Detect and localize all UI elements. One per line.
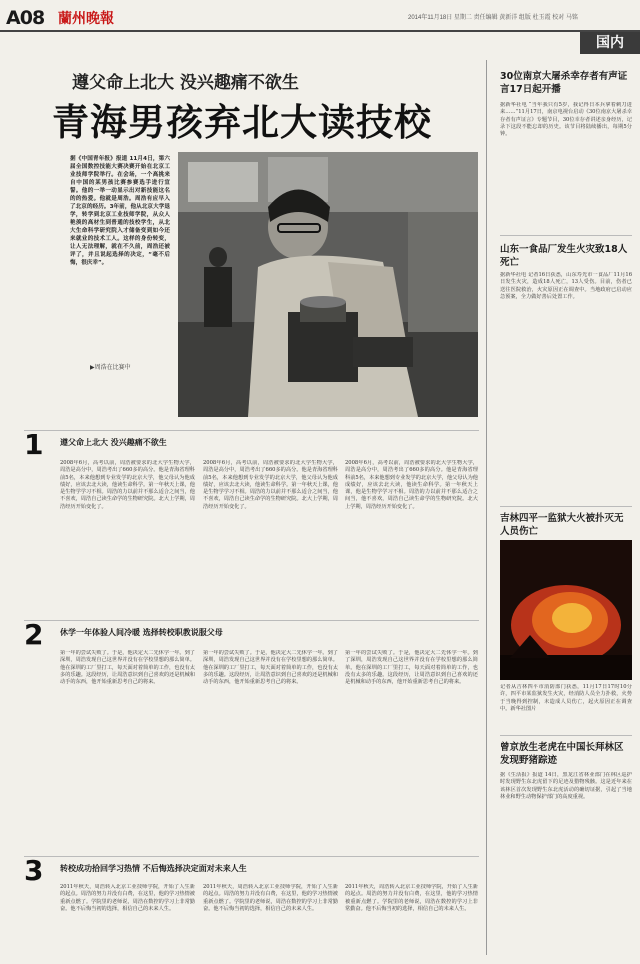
sidebar-story-2-body: 据新华社电 记者16日获悉，山东寿光市一食品厂11月16日发生火灾，造成18人死亡，13人受伤。目前，伤者已送往医院救治，火灾原因正在调查中。当地政府已启动应急预案，全力做好善后处置工作。	[500, 272, 632, 300]
sidebar-divider	[500, 735, 632, 736]
section-2-col-3: 第一年的尝试失败了。于是，他决定大二先休学一年。到了深圳，周浩发现自己这世界并没有在学校里想的那么简单。他在深圳的工厂里打工，每天面对着简单的工作，也没有太多的乐趣。这段经历，让周浩意识到自己喜欢的还是机械和动手的东西，他开始重新思考自己的将来。	[345, 650, 478, 686]
page-number: A08	[6, 7, 45, 29]
header-rule	[0, 30, 640, 32]
sidebar-divider	[500, 506, 632, 507]
sidebar-story-3-title: 吉林四平一监狱大火被扑灭无人员伤亡	[500, 513, 624, 537]
section-1-number: 1	[24, 428, 44, 461]
section-divider	[24, 620, 479, 621]
sidebar	[492, 60, 634, 955]
section-divider	[24, 856, 479, 857]
headline: 青海男孩弃北大读技校	[52, 101, 432, 144]
sidebar-story-4-title: 曾京放生老虎在中国长拜林区发现野猪踪迹	[500, 742, 624, 766]
section-2-number: 2	[24, 618, 44, 651]
section-2-col-2: 第一年的尝试失败了。于是，他决定大二先休学一年。到了深圳，周浩发现自己这世界并没有在学校里想的那么简单。他在深圳的工厂里打工，每天面对着简单的工作，也没有太多的乐趣。这段经历，让周浩意识到自己喜欢的还是机械和动手的东西，他开始重新思考自己的将来。	[203, 650, 338, 686]
paper-name: 蘭州晚報	[58, 11, 114, 27]
section-divider	[24, 430, 479, 431]
section-tab: 国内	[580, 32, 640, 54]
section-1-title: 遵父命上北大 没兴趣痛不欲生	[60, 438, 167, 447]
section-3-col-1: 2011年秋天，周浩转入北京工业技师学院，开始了人生新的起点。周浩的努力并没有白费，在这里，他的学习热情被重新点燃了。学院里的老师说，周浩在数控的学习上非常勤奋。他不后悔当初的选择，相信自己的未来人生。	[60, 884, 195, 912]
sidebar-story-4-body: 据《生活报》报道 14日，黑龙江省林业部门在林区巡护时发现野生东北虎留下的足迹及猎物残骸。这是近年来在该林区首次发现野生东北虎活动的确切证据，引起了当地林业和野生动物保护部门的高度重视。	[500, 772, 632, 800]
sidebar-story-1-body: 据新华社电 “当年我只有5岁，我记得日本兵拿着刺刀进来……”11月17日，南京电视台启动《30位南京大屠杀幸存者有声证言》专题节目，30位幸存者讲述亲身经历，记录下这段不能忘却的历史。该节目将陆续播出，每期5分钟。	[500, 102, 632, 138]
section-2-col-1: 第一年的尝试失败了。于是，他决定大二先休学一年。到了深圳，周浩发现自己这世界并没有在学校里想的那么简单。他在深圳的工厂里打工，每天面对着简单的工作，也没有太多的乐趣。这段经历，让周浩意识到自己喜欢的还是机械和动手的东西，他开始重新思考自己的将来。	[60, 650, 195, 686]
section-1-col-3: 2008年6月，高考以前，周浩被要求的北大学生物大学，周浩是高分中，周浩考出了660多的高分。他是青海省理科前5名，本来他想到专业发学的北京大学，他父母认为他成绩好，应该去北大读，他读生命科学。第一年秋天上课，他是生物学学习不相。周浩的力以前并不那么适合之间当，他不喜欢，周浩自己读生命学的生物研究院。北大上学期，周浩经历开始变化了。	[345, 460, 478, 510]
section-3-col-2: 2011年秋天，周浩转入北京工业技师学院，开始了人生新的起点。周浩的努力并没有白费，在这里，他的学习热情被重新点燃了。学院里的老师说，周浩在数控的学习上非常勤奋。他不后悔当初的选择，相信自己的未来人生。	[203, 884, 338, 912]
worker-photo-illustration	[178, 152, 478, 417]
section-3-title: 转校成功拾回学习热情 不后悔选择决定面对未来人生	[60, 864, 247, 873]
section-3-number: 3	[24, 854, 44, 887]
sidebar-story-3-body: 记者从吉林四平市消防部门获悉，11月17日17时10分许，四平市某监狱发生火灾，经消防人员全力扑救，火势于当晚得到控制，未造成人员伤亡，起火原因正在调查中。新华社图片	[500, 684, 632, 712]
section-1-col-2: 2008年6月，高考以前，周浩被要求的北大学生物大学，周浩是高分中，周浩考出了660多的高分。他是青海省理科前5名，本来他想到专业发学的北京大学，他父母认为他成绩好，应该去北大读，他读生命科学。第一年秋天上课，他是生物学学习不相。周浩的力以前并不那么适合之间当，他不喜欢，周浩自己读生命学的生物研究院。北大上学期，周浩经历开始变化了。	[203, 460, 338, 510]
section-1-col-1: 2008年6月，高考以前，周浩被要求的北大学生物大学，周浩是高分中，周浩考出了660多的高分。他是青海省理科前5名，本来他想到专业发学的北京大学，他父母认为他成绩好，应该去北大读，他读生命科学。第一年秋天上课，他是生物学学习不相。周浩的力以前并不那么适合之间当，他不喜欢，周浩自己读生命学的生物研究院。北大上学期，周浩经历开始变化了。	[60, 460, 195, 510]
sidebar-story-1-title: 30位南京大屠杀幸存者有声证言17日起开播	[500, 71, 628, 95]
kicker: 遵父命上北大 没兴趣痛不欲生	[72, 73, 299, 93]
section-3-col-3: 2011年秋天，周浩转入北京工业技师学院，开始了人生新的起点。周浩的努力并没有白费，在这里，他的学习热情被重新点燃了。学院里的老师说，周浩在数控的学习上非常勤奋。他不后悔当初的选择，相信自己的未来人生。	[345, 884, 478, 912]
sidebar-divider	[500, 235, 632, 236]
column-rule	[486, 60, 487, 955]
section-2-title: 休学一年体验人间冷暖 选择转校职教说服父母	[60, 628, 223, 637]
lede: 据《中国青年报》报道 11月4日，第六届全国数控技能大赛决赛开始在北京工业技师学院举行。在会场，一个高挑来自中国的某男孩比赛参赛选手进行宣誓。他的一举一动显示出对新技能这名的的热爱。他就是周浩。周浩有应早入了北京的经历。3年前，他从北京大学退学，转学到北京工业技师学院，从众人艳羡的高材生到普通的技校学生，从北大生命科学研究院入才储备变到如今还来就业的技术工人。这样的身份转变，让人无法理解，就在不久前，周浩还被评了，并且说起选择的决定，“毫不后悔，很庆幸”。	[70, 156, 170, 266]
main-photo	[178, 152, 478, 417]
dateline: 2014年11月18日 星期二 责任编辑 黄新洋 组版 杜玉霞 校对 马铭	[408, 15, 578, 21]
fire-photo-illustration	[500, 540, 632, 680]
sidebar-story-2-title: 山东一食品厂发生火灾致18人死亡	[500, 244, 628, 268]
fire-photo	[500, 540, 632, 680]
photo-credit: ▶周浩在比赛中	[90, 364, 131, 371]
page-header	[0, 0, 640, 36]
